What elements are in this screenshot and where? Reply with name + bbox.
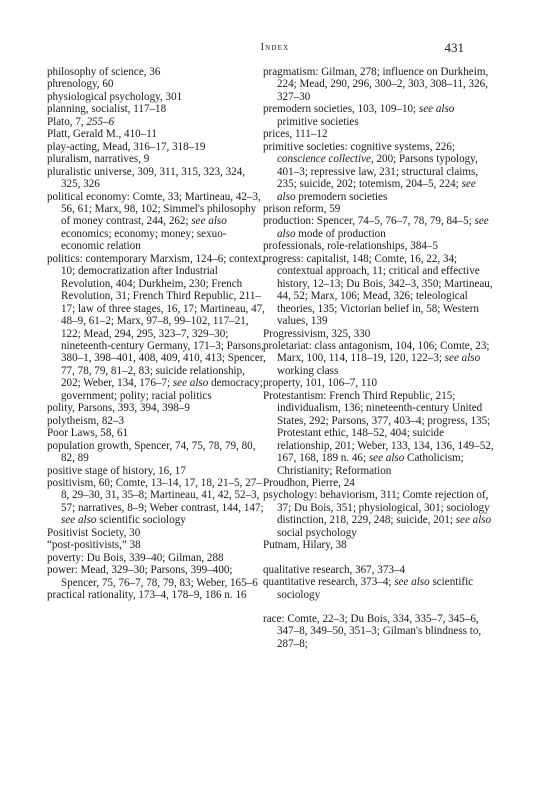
- index-entry-italic-text: see also: [61, 514, 97, 527]
- index-entry-italic-text: conscience collective: [277, 153, 371, 166]
- index-entry-text: race: Comte, 22–3; Du Bois, 334, 335–7, 345–6, 347–8, 349–50, 351–3; Gilman's blindness to, 287–8;: [263, 613, 482, 650]
- index-entry-italic-text: 255–6: [86, 115, 115, 128]
- running-head: [0, 40, 550, 60]
- index-entry: [47, 91, 267, 103]
- index-entry-text: Putnam, Hilary, 38: [263, 539, 347, 552]
- index-entry: [263, 103, 495, 128]
- index-entry: [47, 78, 267, 90]
- index-entry-text: mode of production: [295, 227, 386, 240]
- index-entry: [47, 402, 267, 414]
- index-entry: [263, 340, 495, 377]
- page-number: 431: [444, 40, 464, 55]
- index-entry-italic-text: see also: [172, 377, 209, 390]
- index-entry-text: premodern societies: [295, 190, 388, 203]
- index-entry: [47, 465, 267, 477]
- index-entry-text: practical rationality, 173–4, 178–9, 186 n. 16: [47, 589, 247, 602]
- index-entry-text: economics; economy; money; sexuo-economic relation: [61, 227, 227, 253]
- index-entry-text: primitive societies: [277, 115, 359, 128]
- index-entry: [47, 564, 267, 589]
- index-entry-text: population growth, Spencer, 74, 75, 78, 79, 80, 82, 89: [47, 439, 256, 465]
- index-entry-text: pluralism, narratives, 9: [47, 153, 150, 166]
- index-entry: [47, 66, 267, 78]
- index-entry: [47, 128, 267, 140]
- index-entry-italic-text: see also: [418, 103, 455, 116]
- index-entry-text: professionals, role-relationships, 384–5: [263, 240, 439, 253]
- index-entry: [263, 477, 495, 489]
- index-entry-text: prison reform, 59: [263, 202, 341, 215]
- index-entry-text: quantitative research, 373–4;: [263, 576, 395, 589]
- index-entry-text: polity, Parsons, 393, 394, 398–9: [47, 402, 190, 415]
- index-entry-text: polytheism, 82–3: [47, 414, 125, 427]
- index-entry-italic-text: see also: [191, 215, 227, 228]
- index-entry: [263, 489, 495, 539]
- index-entry-text: working class: [277, 364, 339, 377]
- index-entry-text: “post-positivists,” 38: [47, 539, 141, 552]
- index-entry-text: play-acting, Mead, 316–17, 318–19: [47, 140, 206, 153]
- index-entry-text: prices, 111–12: [263, 128, 328, 141]
- index-entry-text: power: Mead, 329–30; Parsons, 399–400; Spencer, 75, 76–7, 78, 79, 83; Weber, 165–6: [47, 564, 258, 589]
- index-entry-text: psychology: behaviorism, 311; Comte rejection of, 37; Du Bois, 351; physiological, 301; sociology distinction, 218, 229, 248; suicide, 201;: [263, 489, 490, 527]
- running-title: Index: [260, 42, 290, 53]
- index-entry-text: philosophy of science, 36: [47, 66, 161, 78]
- index-entry-text: premodern societies, 103, 109–10;: [263, 103, 419, 116]
- index-entry-text: political economy: Comte, 33; Martineau, 42–3, 56, 61; Marx, 98, 102; Simmel's philosophy of money contrast, 244, 262;: [47, 190, 261, 228]
- index-entry-text: Proudhon, Pierre, 24: [263, 476, 355, 489]
- index-entry-text: pluralistic universe, 309, 311, 315, 323, 324, 325, 326: [47, 165, 246, 191]
- index-entry: [263, 576, 495, 601]
- index-entry-text: Poor Laws, 58, 61: [47, 427, 129, 440]
- index-entry: [47, 415, 267, 427]
- index-entry: [263, 240, 495, 252]
- index-entry: [47, 527, 267, 539]
- index-entry-text: qualitative research, 367, 373–4: [263, 563, 406, 576]
- index-entry: [47, 477, 267, 527]
- index-entry: [263, 128, 495, 140]
- index-entry: [47, 440, 267, 465]
- index-entry: [47, 539, 267, 551]
- index-entry-text: democracy; government; polity; racial politics: [61, 377, 263, 402]
- index-entry: [47, 427, 267, 439]
- index-entry: [263, 253, 495, 328]
- index-entry: [263, 564, 495, 576]
- index-entry: [47, 166, 267, 191]
- index-entry-italic-text: see also: [444, 352, 481, 365]
- index-entry: [47, 253, 267, 402]
- index-entry-text: Plato, 7,: [47, 115, 87, 128]
- index-entry-text: property, 101, 106–7, 110: [263, 377, 378, 390]
- index-entry-text: social psychology: [277, 526, 357, 539]
- index-entry-text: pragmatism: Gilman, 278; influence on Durkheim, 224; Mead, 290, 296, 300–2, 303, 308–11, 326, 327–30: [263, 66, 489, 103]
- index-entry-text: Platt, Gerald M., 410–11: [47, 128, 157, 141]
- index-entry-italic-text: see also: [277, 178, 476, 203]
- index-entry: [263, 539, 495, 551]
- index-entry-text: , 200; Parsons typology, 401–3; repressive law, 231; structural claims, 235; suicide, 202; totemism, 204–5, 224;: [277, 153, 479, 191]
- index-entry: [263, 328, 495, 340]
- index-entry-text: poverty: Du Bois, 339–40; Gilman, 288: [47, 551, 224, 564]
- index-entry: [47, 191, 267, 253]
- index-entry: [263, 141, 495, 203]
- index-entry: [47, 153, 267, 165]
- index-entry: [263, 215, 495, 240]
- index-entry: [263, 390, 495, 477]
- index-column-left: [47, 66, 267, 601]
- index-entry: [47, 589, 267, 601]
- index-entry-text: Protestantism: French Third Republic, 215; individualism, 136; nineteenth-century United States, 292; Parsons, 377, 403–4; progress, 135; Protestant ethic, 148–52, 404; suicide relationship, 201; Weber, 133, 134, 136, 149–52, 167, 168, 189 n. 46;: [263, 389, 494, 465]
- index-entry: [263, 613, 495, 650]
- index-entry-text: Progressivism, 325, 330: [263, 327, 371, 340]
- index-entry: [263, 377, 495, 389]
- index-entry: [47, 116, 267, 128]
- index-entry: [47, 103, 267, 115]
- index-entry-text: progress: capitalist, 148; Comte, 16, 22, 34; contextual approach, 11; critical and effective history, 12–13; Du Bois, 342–3, 350; Martineau, 44, 52; Marx, 106; Mead, 326; teleological theories, 135; Victorian belief in, 58; Western values, 139: [263, 252, 493, 328]
- index-entry-text: scientific sociology: [96, 514, 186, 527]
- index-entry: [263, 203, 495, 215]
- index-entry: [263, 66, 495, 103]
- index-entry-text: scientific sociology: [277, 576, 474, 601]
- index-entry-text: politics: contemporary Marxism, 124–6; context, 10; democratization after Industrial Revolution, 404; Durkheim, 230; French Revolution, 31; French Third Republic, 211–17; law of three stages, 16, 17; Martineau, 47, 48–9, 61–2; Marx, 97–8, 99–102, 117–21, 122; Mead, 294, 295, 323–7, 329–30; nineteenth-century Germany, 171–3; Parsons, 380–1, 398–401, 408, 409, 410, 413; Spencer, 77, 78, 79, 81–2, 83; suicide relationship, 202; Weber, 134, 176–7;: [47, 252, 266, 390]
- index-entry-text: phrenology, 60: [47, 78, 114, 91]
- index-entry-text: Positivist Society, 30: [47, 526, 141, 539]
- index-column-right: [263, 66, 495, 650]
- index-entry-text: positivism, 60; Comte, 13–14, 17, 18, 21–5, 27–8, 29–30, 31, 35–8; Martineau, 41, 42, 52–3, 57; narratives, 8–9; Weber contrast, 144, 147;: [47, 476, 264, 514]
- index-entry-text: planning, socialist, 117–18: [47, 103, 167, 116]
- index-entry-text: production: Spencer, 74–5, 76–7, 78, 79, 84–5;: [263, 215, 475, 228]
- index-entry-italic-text: see also: [277, 215, 489, 240]
- index-entry-italic-text: see also: [368, 452, 405, 465]
- index-entry-text: positive stage of history, 16, 17: [47, 464, 186, 477]
- index-entry-text: physiological psychology, 301: [47, 90, 183, 103]
- index-entry: [47, 552, 267, 564]
- index-entry-italic-text: see also: [455, 514, 492, 527]
- index-entry-text: primitive societies: cognitive systems, 226;: [263, 140, 455, 153]
- index-entry-text: proletariat: class antagonism, 104, 106; Comte, 23; Marx, 100, 114, 118–19, 120, 122–3;: [263, 339, 490, 365]
- index-entry-italic-text: see also: [394, 576, 430, 589]
- index-entry-text: Catholicism; Christianity; Reformation: [277, 452, 464, 477]
- index-entry: [47, 141, 267, 153]
